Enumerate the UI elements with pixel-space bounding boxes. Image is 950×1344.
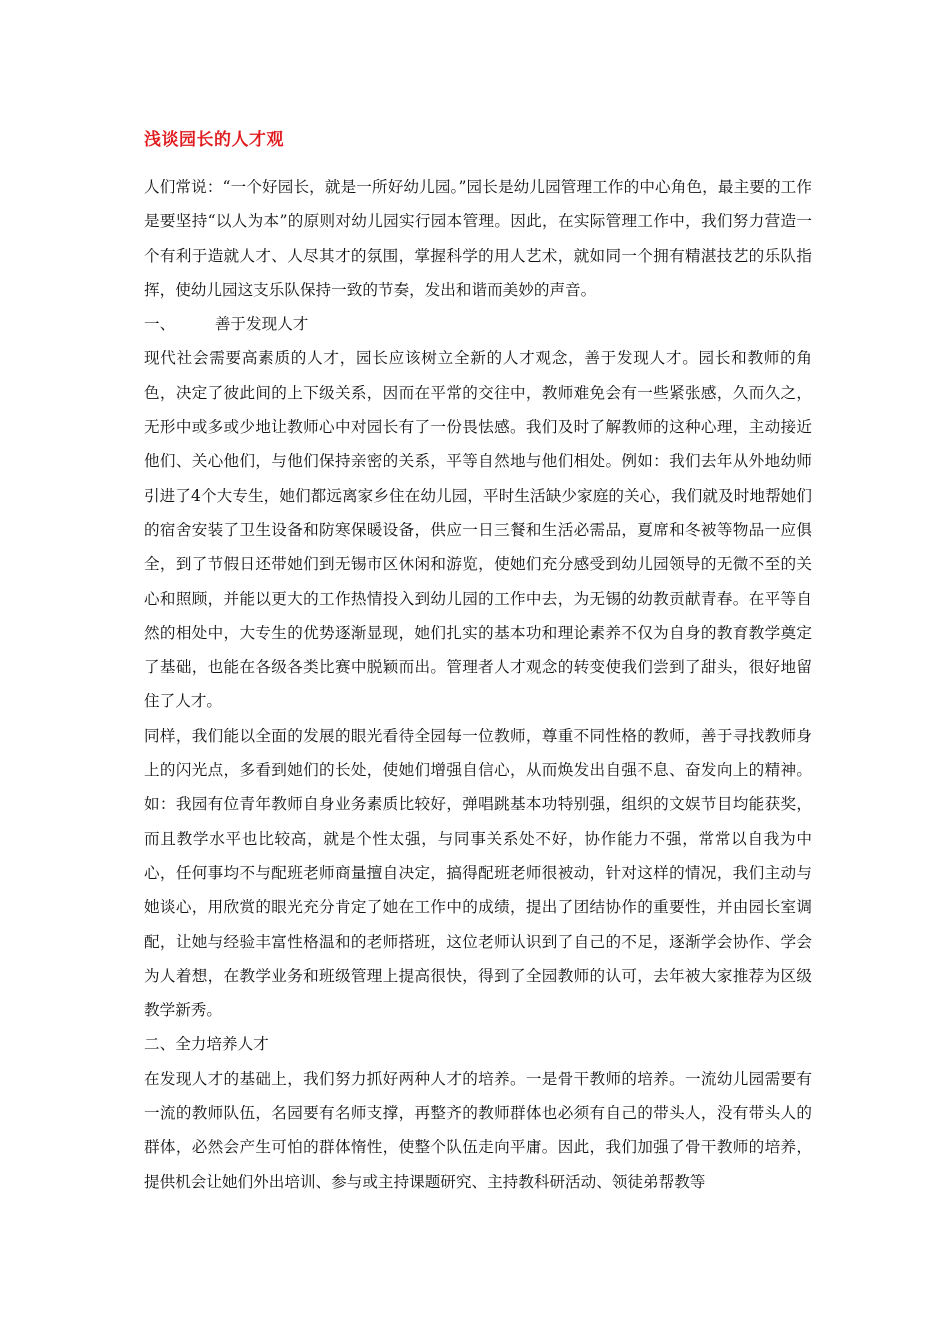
section-2-paragraph-1: 在发现人才的基础上，我们努力抓好两种人才的培养。一是骨干教师的培养。一流幼儿园需要有一流的教师队伍，名园要有名师支撑，再整齐的教师群体也必须有自己的带头人，没有带头人的群体，必然会产生可怕的群体惰性，使整个队伍走向平庸。因此，我们加强了骨干教师的培养，提供机会让她们外出培训、参与或主持课题研究、主持教科研活动、领徒弟帮教等 (144, 1069, 812, 1191)
section-2-heading: 二、全力培养人才 (144, 1035, 269, 1054)
document-body (144, 170, 812, 1199)
section-1-paragraph-1: 现代社会需要高素质的人才，园长应该树立全新的人才观念，善于发现人才。园长和教师的角色，决定了彼此间的上下级关系，因而在平常的交往中，教师难免会有一些紧张感，久而久之，无形中或多或少地让教师心中对园长有了一份畏怯感。我们及时了解教师的这种心理，主动接近他们、关心他们，与他们保持亲密的关系，平等自然地与他们相处。例如：我们去年从外地幼师引进了4个大专生，她们都远离家乡住在幼儿园，平时生活缺少家庭的关心，我们就及时地帮她们的宿舍安装了卫生设备和防寒保暖设备，供应一日三餐和生活必需品，夏席和冬被等物品一应俱全，到了节假日还带她们到无锡市区休闲和游览，使她们充分感受到幼儿园领导的无微不至的关心和照顾，并能以更大的工作热情投入到幼儿园的工作中去，为无锡的幼教贡献青春。在平等自然的相处中，大专生的优势逐渐显现，她们扎实的基本功和理论素养不仅为自身的教育教学奠定了基础，也能在各级各类比赛中脱颖而出。管理者人才观念的转变使我们尝到了甜头，很好地留住了人才。 (144, 349, 812, 711)
document-title: 浅谈园长的人才观 (144, 130, 284, 150)
section-1-heading: 一、 善于发现人才 (144, 315, 309, 334)
section-1-paragraph-2: 同样，我们能以全面的发展的眼光看待全园每一位教师，尊重不同性格的教师，善于寻找教师身上的闪光点，多看到她们的长处，使她们增强自信心，从而焕发出自强不息、奋发向上的精神。如：我园有位青年教师自身业务素质比较好，弹唱跳基本功特别强，组织的文娱节目均能获奖，而且教学水平也比较高，就是个性太强，与同事关系处不好，协作能力不强，常常以自我为中心，任何事均不与配班老师商量擅自决定，搞得配班老师很被动，针对这样的情况，我们主动与她谈心，用欣赏的眼光充分肯定了她在工作中的成绩，提出了团结协作的重要性，并由园长室调配，让她与经验丰富性格温和的老师搭班，这位老师认识到了自己的不足，逐渐学会协作、学会为人着想，在教学业务和班级管理上提高很快，得到了全园教师的认可，去年被大家推荐为区级教学新秀。 (144, 726, 812, 1020)
intro-paragraph: 人们常说：“一个好园长，就是一所好幼儿园。”园长是幼儿园管理工作的中心角色，最主要的工作是要坚持“以人为本”的原则对幼儿园实行园本管理。因此，在实际管理工作中，我们努力营造一个有利于造就人才、人尽其才的氛围，掌握科学的用人艺术，就如同一个拥有精湛技艺的乐队指挥，使幼儿园这支乐队保持一致的节奏，发出和谐而美妙的声音。 (144, 178, 812, 299)
